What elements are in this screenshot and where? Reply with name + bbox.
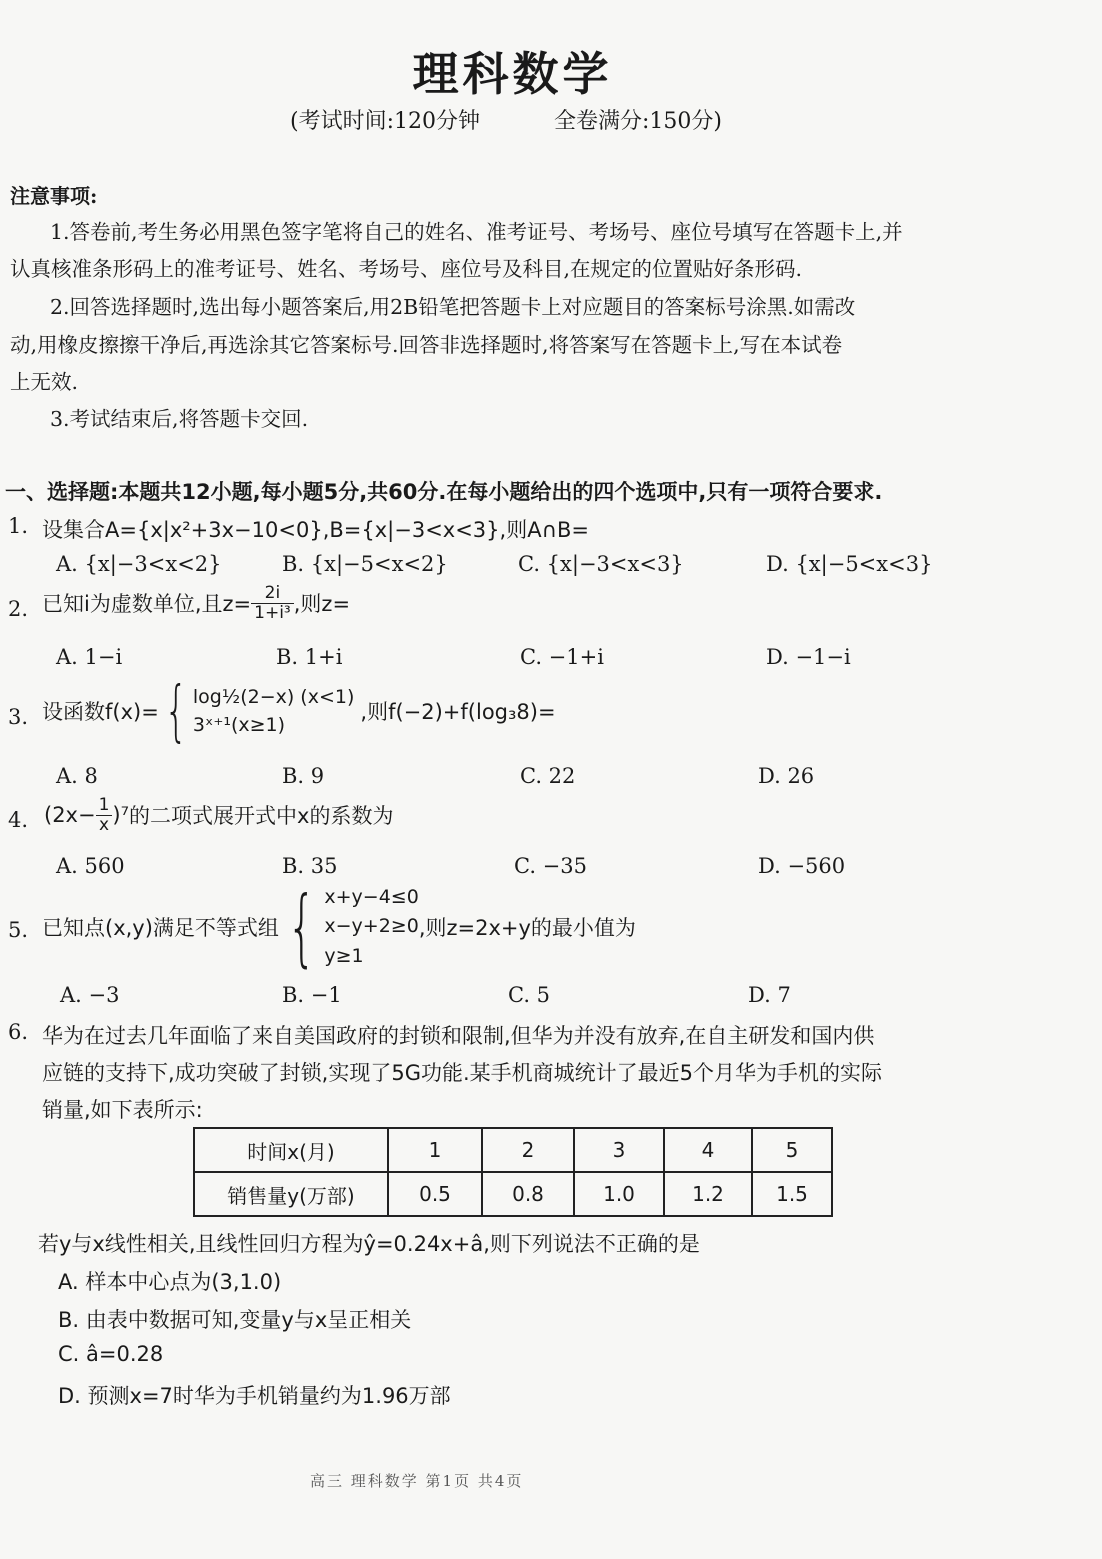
q2-option-c: C. −1+i xyxy=(520,645,604,669)
q5-stem-post: ,则z=2x+y的最小值为 xyxy=(418,916,636,941)
table-cell: 1.5 xyxy=(752,1172,832,1216)
q5-option-b: B. −1 xyxy=(282,983,342,1007)
q5-option-c: C. 5 xyxy=(508,983,551,1007)
table-row xyxy=(194,1128,832,1172)
q3-option-c: C. 22 xyxy=(520,764,576,788)
q2-fraction-numerator: 2i xyxy=(251,584,294,604)
table-cell: 1 xyxy=(388,1128,482,1172)
q3-stem-pre: 设函数f(x)= xyxy=(42,700,159,724)
q2-option-a: A. 1−i xyxy=(56,645,123,669)
q5-constraint-3: y≥1 xyxy=(324,944,364,967)
q6-option-c: C. â=0.28 xyxy=(58,1342,164,1366)
q4-option-b: B. 35 xyxy=(282,854,338,878)
q3-option-a: A. 8 xyxy=(56,764,98,788)
q6-line-3: 销量,如下表所示: xyxy=(42,1098,203,1122)
q3-stem xyxy=(42,672,556,749)
q3-cases xyxy=(193,683,355,740)
q6-line-2: 应链的支持下,成功突破了封锁,实现了5G功能.某手机商城统计了最近5个月华为手机的实际 xyxy=(42,1061,883,1085)
exam-time: (考试时间:120分钟 xyxy=(290,109,480,134)
notice-line-5: 上无效. xyxy=(10,370,79,394)
notice-heading: 注意事项: xyxy=(10,184,98,208)
page-title: 理科数学 xyxy=(412,47,613,101)
exam-info xyxy=(290,104,722,135)
q4-expr-pre: (2x− xyxy=(44,803,96,828)
q5-constraint-1: x+y−4≤0 xyxy=(324,886,419,908)
table-row xyxy=(194,1172,832,1216)
q5-constraint-2: x−y+2≥0 xyxy=(324,915,419,938)
q3-case-2: 3ˣ⁺¹(x≥1) xyxy=(192,714,286,736)
q1-option-d: D. {x|−5<x<3} xyxy=(766,552,933,576)
q4-stem xyxy=(44,796,393,834)
q6-option-a: A. 样本中心点为(3,1.0) xyxy=(58,1270,282,1294)
q2-number: 2. xyxy=(8,597,29,621)
q3-case-1: log½(2−x) (x<1) xyxy=(192,685,355,708)
q4-number: 4. xyxy=(8,808,29,832)
q4-option-a: A. 560 xyxy=(56,854,125,878)
q5-system xyxy=(279,878,419,977)
q6-line-1: 华为在过去几年面临了来自美国政府的封锁和限制,但华为并没有放弃,在自主研发和国内供 xyxy=(42,1024,875,1048)
table-cell: 3 xyxy=(574,1128,664,1172)
table-cell: 1.0 xyxy=(574,1172,664,1216)
table-cell: 1.2 xyxy=(664,1172,752,1216)
q4-stem-text: 的二项式展开式中x的系数为 xyxy=(129,804,394,829)
q6-option-b: B. 由表中数据可知,变量y与x呈正相关 xyxy=(58,1308,412,1332)
q6-condition: 若y与x线性相关,且线性回归方程为ŷ=0.24x+â,则下列说法不正确的是 xyxy=(38,1232,700,1256)
q4-fraction-numerator: 1 xyxy=(96,796,113,816)
notice-line-1: 1.答卷前,考生务必用黑色签字笔将自己的姓名、准考证号、考场号、座位号填写在答题卡上,并 xyxy=(50,220,903,244)
page-footer: 高三 理科数学 第1页 共4页 xyxy=(310,1472,524,1490)
q6-option-d: D. 预测x=7时华为手机销量约为1.96万部 xyxy=(58,1384,451,1408)
notice-line-3: 2.回答选择题时,选出每小题答案后,用2B铅笔把答题卡上对应题目的答案标号涂黑.如需改 xyxy=(50,295,856,319)
q4-expr-post: )⁷ xyxy=(112,803,130,828)
q3-stem-post: ,则f(−2)+f(log₃8)= xyxy=(360,700,556,724)
q1-number: 1. xyxy=(8,514,29,538)
q1-stem: 设集合A={x|x²+3x−10<0},B={x|−3<x<3},则A∩B= xyxy=(42,518,589,542)
q2-option-d: D. −1−i xyxy=(766,645,851,669)
table-cell: 4 xyxy=(664,1128,752,1172)
table-cell: 2 xyxy=(482,1128,574,1172)
section-heading: 一、选择题:本题共12小题,每小题5分,共60分.在每小题给出的四个选项中,只有一项符合要求. xyxy=(5,480,883,504)
q2-stem-post: ,则z= xyxy=(293,592,351,617)
q2-stem-pre: 已知i为虚数单位,且z= xyxy=(42,592,252,617)
q3-piecewise xyxy=(159,672,355,749)
q5-option-d: D. 7 xyxy=(748,983,791,1007)
q2-fraction-denominator: 1+i³ xyxy=(254,602,291,623)
q2-option-b: B. 1+i xyxy=(276,645,343,669)
notice-line-4: 动,用橡皮擦擦干净后,再选涂其它答案标号.回答非选择题时,将答案写在答题卡上,写在本试卷 xyxy=(10,333,843,357)
notice-line-2: 认真核准条形码上的准考证号、姓名、考场号、座位号及科目,在规定的位置贴好条形码. xyxy=(10,257,803,281)
q4-option-d: D. −560 xyxy=(758,854,846,878)
notice-line-6: 3.考试结束后,将答题卡交回. xyxy=(50,407,309,431)
q5-stem-pre: 已知点(x,y)满足不等式组 xyxy=(42,916,279,941)
q1-option-a: A. {x|−3<x<2} xyxy=(56,552,222,576)
table-cell: 5 xyxy=(752,1128,832,1172)
table-cell: 0.5 xyxy=(388,1172,482,1216)
q2-fraction xyxy=(251,584,294,622)
sales-table xyxy=(193,1127,833,1217)
q3-brace: { xyxy=(164,672,188,749)
q4-fraction-denominator: x xyxy=(98,814,110,835)
table-header-sales: 销售量y(万部) xyxy=(194,1172,388,1216)
q3-option-d: D. 26 xyxy=(758,764,815,788)
q5-stem xyxy=(42,878,636,977)
q1-option-c: C. {x|−3<x<3} xyxy=(518,552,684,576)
q4-fraction xyxy=(96,796,113,834)
table-cell: 0.8 xyxy=(482,1172,574,1216)
table-header-month: 时间x(月) xyxy=(194,1128,388,1172)
q3-number: 3. xyxy=(8,705,29,729)
q4-option-c: C. −35 xyxy=(514,854,587,878)
q5-cases xyxy=(324,883,418,971)
q3-option-b: B. 9 xyxy=(282,764,325,788)
q6-number: 6. xyxy=(8,1020,29,1044)
full-score: 全卷满分:150分) xyxy=(554,109,722,134)
q5-option-a: A. −3 xyxy=(60,983,120,1007)
q1-option-b: B. {x|−5<x<2} xyxy=(282,552,448,576)
q5-brace: { xyxy=(286,878,317,977)
q2-stem xyxy=(42,584,350,622)
q5-number: 5. xyxy=(8,918,29,942)
